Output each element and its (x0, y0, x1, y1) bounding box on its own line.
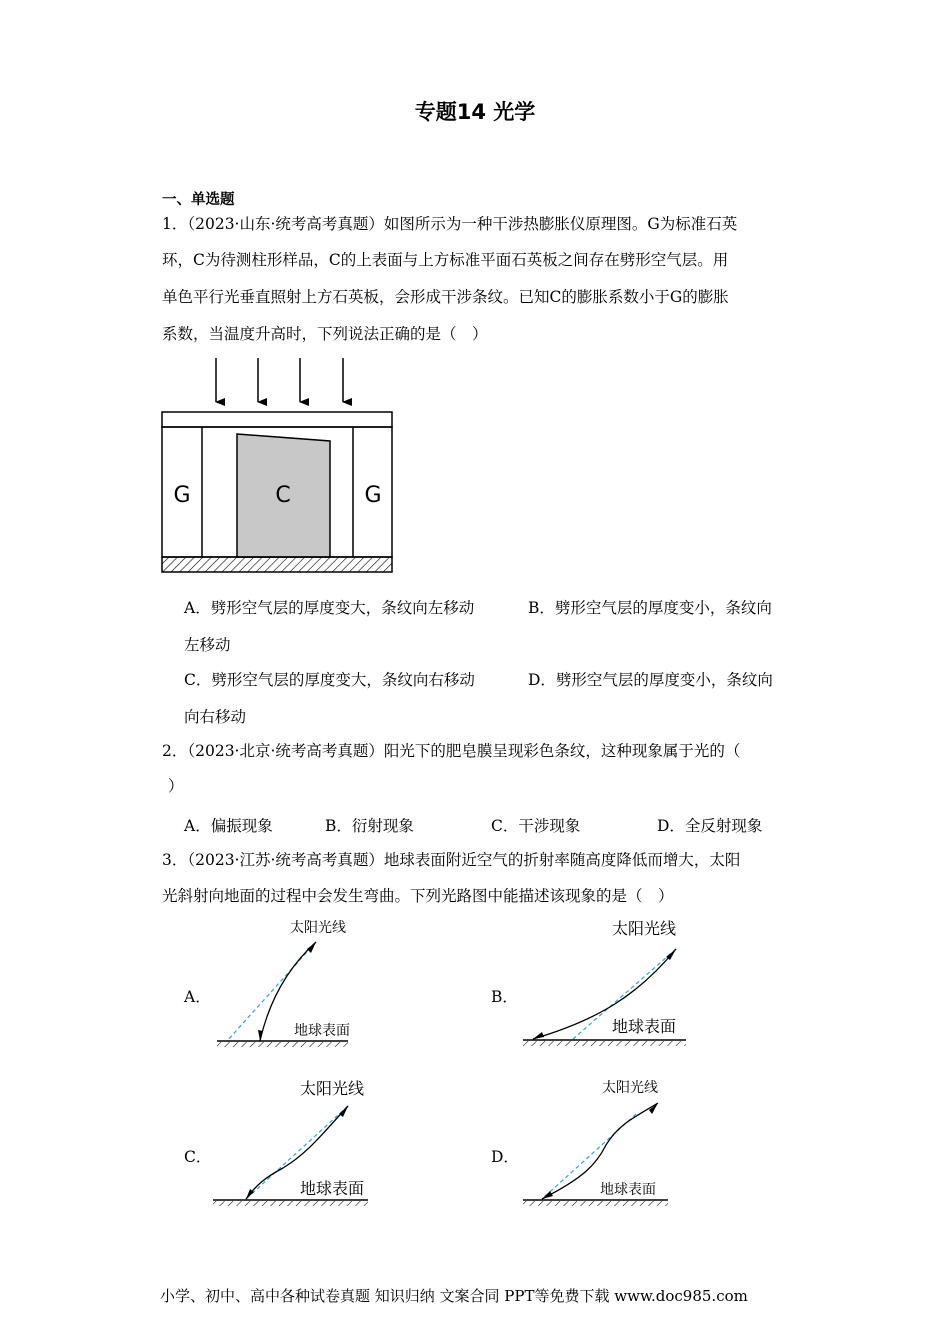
q1-option-b-cont: 左移动 (184, 636, 231, 654)
q3-label-c[interactable]: C． (184, 1148, 212, 1166)
q2-line-2: ） (168, 777, 184, 795)
page-title: 专题14 光学 (414, 100, 536, 124)
q3-line-2: 光斜射向地面的过程中会发生弯曲。下列光路图中能描述该现象的是（ ） (162, 887, 674, 905)
section-heading: 一、单选题 (162, 192, 235, 208)
interferometer-figure (155, 350, 405, 580)
ray-figure-c (208, 1073, 383, 1213)
q2-option-b[interactable]: B．衍射现象 (325, 817, 414, 835)
sun-label: 太阳光线 (290, 920, 346, 936)
q2-option-d[interactable]: D．全反射现象 (657, 817, 763, 835)
q3-label-a[interactable]: A． (184, 988, 211, 1006)
q1-option-d-cont: 向右移动 (184, 708, 247, 726)
q3-line-1: 3．（2023·江苏·统考高考真题）地球表面附近空气的折射率随高度降低而增大，太阳 (162, 851, 741, 869)
q2-option-a[interactable]: A．偏振现象 (184, 817, 273, 835)
light-arrows (216, 358, 343, 402)
ground-label: 地球表面 (612, 1017, 677, 1036)
sun-label: 太阳光线 (300, 1079, 365, 1098)
q1-option-d[interactable]: D．劈形空气层的厚度变小，条纹向 (528, 671, 773, 689)
q3-label-b[interactable]: B． (491, 988, 518, 1006)
q3-label-d[interactable]: D． (491, 1148, 519, 1166)
footer-text: 小学、初中、高中各种试卷真题 知识归纳 文案合同 PPT等免费下载 www.doc985.com (160, 1287, 748, 1305)
q1-line-4: 系数，当温度升高时，下列说法正确的是（ ） (162, 325, 488, 343)
q1-line-3: 单色平行光垂直照射上方石英板，会形成干涉条纹。已知C的膨胀系数小于G的膨胀 (162, 288, 729, 306)
label-c: C (275, 483, 291, 508)
q1-option-c[interactable]: C．劈形空气层的厚度变大，条纹向右移动 (184, 671, 475, 689)
q1-option-b[interactable]: B．劈形空气层的厚度变小，条纹向 (528, 599, 772, 617)
ray-figure-d (518, 1073, 678, 1213)
ray-figure-b (518, 915, 693, 1055)
sun-label: 太阳光线 (612, 919, 677, 938)
q1-line-2: 环，C为待测柱形样品，C的上表面与上方标准平面石英板之间存在劈形空气层。用 (162, 251, 729, 269)
ground-label: 地球表面 (300, 1179, 365, 1198)
ray-figure-a (212, 915, 357, 1055)
q1-line-1: 1．（2023·山东·统考高考真题）如图所示为一种干涉热膨胀仪原理图。G为标准石英 (162, 215, 738, 233)
ground-label: 地球表面 (600, 1182, 656, 1198)
label-g-left: G (173, 483, 191, 508)
label-g-right: G (364, 483, 382, 508)
q1-option-a[interactable]: A．劈形空气层的厚度变大，条纹向左移动 (184, 599, 475, 617)
sun-label: 太阳光线 (602, 1080, 658, 1096)
q2-line-1: 2．（2023·北京·统考高考真题）阳光下的肥皂膜呈现彩色条纹，这种现象属于光的（ (162, 742, 741, 760)
ground-label: 地球表面 (294, 1023, 350, 1039)
q2-option-c[interactable]: C．干涉现象 (491, 817, 581, 835)
